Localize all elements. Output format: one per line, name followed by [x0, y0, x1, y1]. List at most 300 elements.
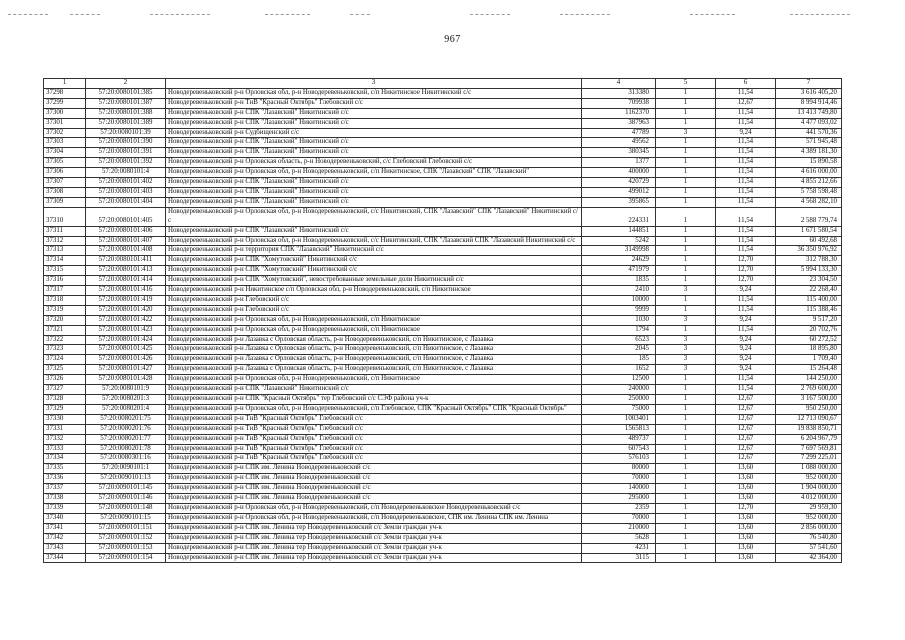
rate-value: 13,60 [716, 553, 776, 563]
area-value: 2410 [582, 286, 656, 296]
area-value: 224331 [582, 207, 656, 226]
cadastral-value: 12 713 090,67 [776, 414, 842, 424]
category-value: 1 [656, 424, 716, 434]
row-number: 37302 [44, 128, 86, 138]
cadastral-value: 4 616 000,00 [776, 168, 842, 178]
location-description: Новодеревеньковский р-н СПК "Лазавский" Никитинский с/с [166, 187, 582, 197]
area-value: 489737 [582, 434, 656, 444]
rate-value: 11,54 [716, 178, 776, 188]
cadastral-number: 57:20:0080101:404 [86, 197, 166, 207]
cadastral-number: 57:20:0090101:145 [86, 484, 166, 494]
row-number: 37332 [44, 434, 86, 444]
rate-value: 11,54 [716, 88, 776, 98]
area-value: 2045 [582, 345, 656, 355]
row-number: 37331 [44, 424, 86, 434]
area-value: 2359 [582, 503, 656, 513]
location-description: Новодеревеньковский р-н СПК "Хомутовский" Никитинский с/с [166, 266, 582, 276]
location-description: Новодеревеньковский р-н СПК им. Ленина тер Новодеревеньковский с/с Земли граждан уч-к [166, 543, 582, 553]
location-description: Новодеревеньковский р-н ТнВ "Красный Октябрь" Глебовский с/с [166, 444, 582, 454]
cadastral-value: 18 895,80 [776, 345, 842, 355]
row-number: 37322 [44, 335, 86, 345]
table-row [44, 98, 842, 108]
location-description: Новодеревеньковский р-н СПК "Хомутовский" Никитинский с/с [166, 256, 582, 266]
category-value: 1 [656, 168, 716, 178]
location-description: Новодеревеньковский р-н СПК "Лазавский" Никитинский с/с [166, 385, 582, 395]
cadastral-value: 6 204 967,79 [776, 434, 842, 444]
cadastral-number: 57:20:0080101:388 [86, 108, 166, 118]
cadastral-value: 1 904 000,00 [776, 484, 842, 494]
cadastral-number: 57:20:0080101:413 [86, 266, 166, 276]
table-row [44, 256, 842, 266]
cadastral-value: 4 012 000,00 [776, 494, 842, 504]
area-value: 576103 [582, 454, 656, 464]
area-value: 1565813 [582, 424, 656, 434]
table-row [44, 474, 842, 484]
cadastral-number: 57:20:0080101:4 [86, 168, 166, 178]
row-number: 37337 [44, 484, 86, 494]
row-number: 37313 [44, 246, 86, 256]
rate-value: 12,70 [716, 266, 776, 276]
rate-value: 9,24 [716, 128, 776, 138]
cadastral-number: 57:20:0080301:16 [86, 454, 166, 464]
rate-value: 11,54 [716, 325, 776, 335]
row-number: 37312 [44, 236, 86, 246]
cadastral-value: 22 268,40 [776, 286, 842, 296]
row-number: 37343 [44, 543, 86, 553]
category-value: 3 [656, 286, 716, 296]
cadastral-value: 144 250,00 [776, 375, 842, 385]
table-row [44, 503, 842, 513]
row-number: 37307 [44, 178, 86, 188]
table-row [44, 553, 842, 563]
cadastral-value: 1 709,40 [776, 355, 842, 365]
rate-value: 12,67 [716, 414, 776, 424]
location-description: Новодеревеньковский р-н СПК "Хомутовский", невостребованные земельные доли Никитинский с/с [166, 276, 582, 286]
location-description: Новодеревеньковский р-н СПК им. Ленина Новодеревеньковский с/с [166, 494, 582, 504]
cadastral-value: 2 856 000,00 [776, 523, 842, 533]
category-value: 1 [656, 276, 716, 286]
location-description: Новодеревеньковский р-н Орловская обл, р-н Новодеревеньковский, с/п Новодеревеньковское, СПК им. Ленина СПК им. Ленина [166, 513, 582, 523]
table-row [44, 315, 842, 325]
category-value: 1 [656, 256, 716, 266]
cadastral-value: 76 540,80 [776, 533, 842, 543]
table-row [44, 207, 842, 226]
row-number: 37325 [44, 365, 86, 375]
row-number: 37308 [44, 187, 86, 197]
category-value: 1 [656, 404, 716, 414]
column-header: 5 [656, 79, 716, 89]
location-description: Новодеревеньковский р-н СПК им. Ленина тер Новодеревеньковский с/с Земли граждан уч-к [166, 533, 582, 543]
cadastral-value: 4 568 282,10 [776, 197, 842, 207]
cadastral-value: 29 959,30 [776, 503, 842, 513]
cadastral-value: 312 788,30 [776, 256, 842, 266]
cadastral-value: 1 671 580,54 [776, 226, 842, 236]
cadastral-number: 57:20:0080101:407 [86, 236, 166, 246]
table-row [44, 286, 842, 296]
area-value: 1003401 [582, 414, 656, 424]
area-value: 5628 [582, 533, 656, 543]
area-value: 3115 [582, 553, 656, 563]
row-number: 37326 [44, 375, 86, 385]
cadastral-number: 57:20:0080101:408 [86, 246, 166, 256]
cadastral-value: 115 400,00 [776, 295, 842, 305]
table-row [44, 226, 842, 236]
row-number: 37315 [44, 266, 86, 276]
row-number: 37338 [44, 494, 86, 504]
cadastral-value: 60 272,52 [776, 335, 842, 345]
area-value: 1835 [582, 276, 656, 286]
table-body [44, 88, 842, 563]
area-value: 185 [582, 355, 656, 365]
location-description: Новодеревеньковский р-н СПК "Лазавский" Никитинский с/с [166, 178, 582, 188]
category-value: 3 [656, 365, 716, 375]
table-row [44, 395, 842, 405]
rate-value: 11,54 [716, 168, 776, 178]
table-row [44, 335, 842, 345]
category-value: 1 [656, 494, 716, 504]
table-row [44, 148, 842, 158]
table-row [44, 375, 842, 385]
row-number: 37300 [44, 108, 86, 118]
cadastral-number: 57:20:0080101:423 [86, 325, 166, 335]
row-number: 37342 [44, 533, 86, 543]
table-row [44, 118, 842, 128]
rate-value: 12,67 [716, 434, 776, 444]
area-value: 313380 [582, 88, 656, 98]
rate-value: 11,54 [716, 375, 776, 385]
cadastral-value: 36 350 976,92 [776, 246, 842, 256]
area-value: 380345 [582, 148, 656, 158]
cadastral-number: 57:20:0080101:424 [86, 335, 166, 345]
cadastral-number: 57:20:0080101:425 [86, 345, 166, 355]
category-value: 1 [656, 305, 716, 315]
row-number: 37341 [44, 523, 86, 533]
location-description: Новодеревеньковский р-н территория СПК "Лазавский" Никитинский с/с [166, 246, 582, 256]
location-description: Новодеревеньковский р-н СПК "Лазавский" Никитинский с/с [166, 118, 582, 128]
cadastral-value: 952 000,00 [776, 474, 842, 484]
column-header: 6 [716, 79, 776, 89]
location-description: Новодеревеньковский р-н Орловская обл, р-н Новодеревеньковский, с/п Новодеревеньковское Новодеревеньковский с/с [166, 503, 582, 513]
cadastral-number: 57:20:0080201:4 [86, 404, 166, 414]
table-row [44, 414, 842, 424]
rate-value: 11,54 [716, 197, 776, 207]
category-value: 1 [656, 295, 716, 305]
category-value: 1 [656, 88, 716, 98]
table-row [44, 484, 842, 494]
cadastral-value: 571 945,48 [776, 138, 842, 148]
area-value: 12500 [582, 375, 656, 385]
column-header: 4 [582, 79, 656, 89]
rate-value: 9,24 [716, 345, 776, 355]
cadastral-number: 57:20:0090101:15 [86, 513, 166, 523]
table-row [44, 236, 842, 246]
cadastral-value: 441 570,36 [776, 128, 842, 138]
location-description: Новодеревеньковский р-н Орловская обл, р-н Новодеревеньковский, с/п Никитинское Никитинский с/с [166, 88, 582, 98]
cadastral-value: 15 264,48 [776, 365, 842, 375]
cadastral-value: 57 541,60 [776, 543, 842, 553]
cadastral-number: 57:20:0080101:426 [86, 355, 166, 365]
cadastral-number: 57:20:0080101:9 [86, 385, 166, 395]
category-value: 1 [656, 325, 716, 335]
rate-value: 12,70 [716, 256, 776, 266]
table-row [44, 197, 842, 207]
rate-value: 9,24 [716, 286, 776, 296]
rate-value: 11,54 [716, 305, 776, 315]
category-value: 1 [656, 178, 716, 188]
category-value: 3 [656, 315, 716, 325]
rate-value: 11,54 [716, 207, 776, 226]
rate-value: 11,54 [716, 158, 776, 168]
cadastral-number: 57:20:0080101:411 [86, 256, 166, 266]
location-description: Новодеревеньковский р-н СПК им. Ленина тер Новодеревеньковский с/с Земли граждан уч-к [166, 553, 582, 563]
cadastral-number: 57:20:0080101:387 [86, 98, 166, 108]
cadastral-number: 57:20:0090101:153 [86, 543, 166, 553]
rate-value: 9,24 [716, 335, 776, 345]
cadastral-table [43, 78, 842, 563]
row-number: 37303 [44, 138, 86, 148]
table-row [44, 88, 842, 98]
cadastral-table-container [43, 78, 841, 563]
category-value: 1 [656, 118, 716, 128]
rate-value: 12,70 [716, 276, 776, 286]
row-number: 37311 [44, 226, 86, 236]
rate-value: 13,60 [716, 523, 776, 533]
table-row [44, 345, 842, 355]
cadastral-number: 57:20:0080201:76 [86, 424, 166, 434]
area-value: 9999 [582, 305, 656, 315]
row-number: 37298 [44, 88, 86, 98]
category-value: 1 [656, 414, 716, 424]
area-value: 240000 [582, 385, 656, 395]
rate-value: 11,54 [716, 246, 776, 256]
area-value: 10000 [582, 295, 656, 305]
row-number: 37333 [44, 444, 86, 454]
cadastral-value: 9 517,20 [776, 315, 842, 325]
location-description: Новодеревеньковский р-н СПК "Лазавский" Никитинский с/с [166, 108, 582, 118]
location-description: Новодеревеньковский р-н Лазавка с Орловская область, р-н Новодеревеньковский, с/п Никитинское, с Лазавка [166, 365, 582, 375]
location-description: Новодеревеньковский р-н Глебовский с/с [166, 305, 582, 315]
cadastral-number: 57:20:0080101:406 [86, 226, 166, 236]
page-number: 967 [444, 34, 461, 45]
cadastral-value: 5 994 133,30 [776, 266, 842, 276]
location-description: Новодеревеньковский р-н ТнВ "Красный Октябрь" Глебовский с/с [166, 454, 582, 464]
cadastral-number: 57:20:0080201:3 [86, 395, 166, 405]
area-value: 295000 [582, 494, 656, 504]
row-number: 37329 [44, 404, 86, 414]
column-header: 2 [86, 79, 166, 89]
area-value: 1162370 [582, 108, 656, 118]
row-number: 37301 [44, 118, 86, 128]
table-row [44, 464, 842, 474]
table-header-row [44, 79, 842, 89]
category-value: 1 [656, 533, 716, 543]
category-value: 1 [656, 246, 716, 256]
cadastral-number: 57:20:0080101:416 [86, 286, 166, 296]
cadastral-value: 7 299 225,01 [776, 454, 842, 464]
row-number: 37340 [44, 513, 86, 523]
location-description: Новодеревеньковский р-н Орловская обл, р-н Новодеревеньковский, с/п Глебовское, СПК "Красный Октябрь" СПК "Красный Октябрь" [166, 404, 582, 414]
row-number: 37320 [44, 315, 86, 325]
category-value: 1 [656, 207, 716, 226]
table-row [44, 523, 842, 533]
rate-value: 12,70 [716, 503, 776, 513]
location-description: Новодеревеньковский р-н Судбищенский с/с [166, 128, 582, 138]
rate-value: 11,54 [716, 236, 776, 246]
location-description: Новодеревеньковский р-н СПК им. Ленина Новодеревеньковский с/с [166, 484, 582, 494]
rate-value: 11,54 [716, 187, 776, 197]
cadastral-number: 57:20:0080101:405 [86, 207, 166, 226]
table-row [44, 543, 842, 553]
category-value: 3 [656, 128, 716, 138]
category-value: 1 [656, 108, 716, 118]
cadastral-number: 57:20:0080101:39 [86, 128, 166, 138]
cadastral-number: 57:20:0090101:148 [86, 503, 166, 513]
row-number: 37317 [44, 286, 86, 296]
location-description: Новодеревеньковский р-н ТнВ "Красный Октябрь" Глебовский с/с [166, 434, 582, 444]
category-value: 1 [656, 187, 716, 197]
table-row [44, 108, 842, 118]
cadastral-value: 23 304,50 [776, 276, 842, 286]
cadastral-number: 57:20:0080101:420 [86, 305, 166, 315]
area-value: 140000 [582, 484, 656, 494]
rate-value: 13,60 [716, 494, 776, 504]
location-description: Новодеревеньковский р-н Лазавка с Орловская область, р-н Новодеревеньковский, с/п Никитинское, с Лазавка [166, 345, 582, 355]
table-row [44, 404, 842, 414]
row-number: 37314 [44, 256, 86, 266]
rate-value: 13,60 [716, 533, 776, 543]
cadastral-value: 115 388,46 [776, 305, 842, 315]
cadastral-number: 57:20:0080101:402 [86, 178, 166, 188]
table-row [44, 385, 842, 395]
table-row [44, 355, 842, 365]
category-value: 1 [656, 474, 716, 484]
area-value: 420729 [582, 178, 656, 188]
location-description: Новодеревеньковский р-н Лазавка с Орловская область, р-н Новодеревеньковский, с/п Никитинское, с Лазавка [166, 355, 582, 365]
cadastral-value: 950 250,00 [776, 404, 842, 414]
cadastral-number: 57:20:0080101:427 [86, 365, 166, 375]
category-value: 1 [656, 98, 716, 108]
cadastral-number: 57:20:0090101:152 [86, 533, 166, 543]
cadastral-value: 952 000,00 [776, 513, 842, 523]
row-number: 37334 [44, 454, 86, 464]
table-row [44, 295, 842, 305]
category-value: 1 [656, 158, 716, 168]
cadastral-number: 57:20:0080101:419 [86, 295, 166, 305]
cadastral-value: 3 616 405,20 [776, 88, 842, 98]
category-value: 1 [656, 523, 716, 533]
cadastral-number: 57:20:0080101:385 [86, 88, 166, 98]
cadastral-value: 2 588 779,74 [776, 207, 842, 226]
rate-value: 9,24 [716, 355, 776, 365]
area-value: 1794 [582, 325, 656, 335]
category-value: 1 [656, 266, 716, 276]
category-value: 1 [656, 464, 716, 474]
cadastral-number: 57:20:0080101:392 [86, 158, 166, 168]
cadastral-number: 57:20:0090101:1 [86, 464, 166, 474]
row-number: 37336 [44, 474, 86, 484]
rate-value: 12,67 [716, 395, 776, 405]
location-description: Новодеревеньковский р-н Глебовский с/с [166, 295, 582, 305]
cadastral-value: 4 477 093,02 [776, 118, 842, 128]
location-description: Новодеревеньковский р-н Орловская обл, р-н Новодеревеньковский, с/п Никитинское, СПК "Лазавский" СПК "Лазавский" [166, 168, 582, 178]
table-row [44, 494, 842, 504]
table-row [44, 246, 842, 256]
row-number: 37327 [44, 385, 86, 395]
area-value: 471979 [582, 266, 656, 276]
rate-value: 11,54 [716, 118, 776, 128]
cadastral-number: 57:20:0090101:154 [86, 553, 166, 563]
area-value: 607543 [582, 444, 656, 454]
category-value: 1 [656, 148, 716, 158]
row-number: 37328 [44, 395, 86, 405]
rate-value: 11,54 [716, 295, 776, 305]
table-row [44, 325, 842, 335]
rate-value: 13,60 [716, 464, 776, 474]
table-row [44, 128, 842, 138]
cadastral-value: 4 855 212,66 [776, 178, 842, 188]
cadastral-value: 20 702,76 [776, 325, 842, 335]
rate-value: 12,67 [716, 454, 776, 464]
rate-value: 12,67 [716, 444, 776, 454]
rate-value: 11,54 [716, 385, 776, 395]
cadastral-number: 57:20:0090101:13 [86, 474, 166, 484]
rate-value: 11,54 [716, 226, 776, 236]
area-value: 210000 [582, 523, 656, 533]
table-row [44, 454, 842, 464]
area-value: 1030 [582, 315, 656, 325]
category-value: 1 [656, 543, 716, 553]
rate-value: 12,67 [716, 98, 776, 108]
cadastral-value: 15 890,58 [776, 158, 842, 168]
category-value: 3 [656, 345, 716, 355]
table-row [44, 424, 842, 434]
area-value: 80000 [582, 464, 656, 474]
location-description: Новодеревеньковский р-н Орловская обл, р-н Новодеревеньковский, с/п Никитинское [166, 315, 582, 325]
category-value: 1 [656, 444, 716, 454]
rate-value: 12,67 [716, 424, 776, 434]
location-description: Новодеревеньковский р-н Орловская обл, р-н Новодеревеньковский, с/с Никитинский, СПК "Лазавский СПК "Лазавский Никитинский с/с [166, 236, 582, 246]
location-description: Новодеревеньковский р-н СПК "Лазавский" Никитинский с/с [166, 148, 582, 158]
location-description: Новодеревеньковский р-н СПК "Лазавский" Никитинский с/с [166, 138, 582, 148]
cadastral-value: 5 758 598,48 [776, 187, 842, 197]
table-row [44, 158, 842, 168]
column-header: 1 [44, 79, 86, 89]
location-description: Новодеревеньковский р-н СПК им. Ленина Новодеревеньковский с/с [166, 464, 582, 474]
scan-header-marks [0, 10, 905, 24]
category-value: 1 [656, 434, 716, 444]
area-value: 49562 [582, 138, 656, 148]
column-header: 7 [776, 79, 842, 89]
row-number: 37304 [44, 148, 86, 158]
table-row [44, 444, 842, 454]
area-value: 6523 [582, 335, 656, 345]
category-value: 1 [656, 553, 716, 563]
cadastral-number: 57:20:0080201:75 [86, 414, 166, 424]
location-description: Новодеревеньковский р-н СПК им. Ленина Новодеревеньковский с/с [166, 474, 582, 484]
row-number: 37309 [44, 197, 86, 207]
category-value: 1 [656, 513, 716, 523]
row-number: 37324 [44, 355, 86, 365]
category-value: 1 [656, 236, 716, 246]
area-value: 144851 [582, 226, 656, 236]
area-value: 4231 [582, 543, 656, 553]
rate-value: 13,60 [716, 484, 776, 494]
cadastral-value: 19 838 850,71 [776, 424, 842, 434]
area-value: 47789 [582, 128, 656, 138]
cadastral-value: 3 167 500,00 [776, 395, 842, 405]
table-row [44, 168, 842, 178]
row-number: 37323 [44, 345, 86, 355]
